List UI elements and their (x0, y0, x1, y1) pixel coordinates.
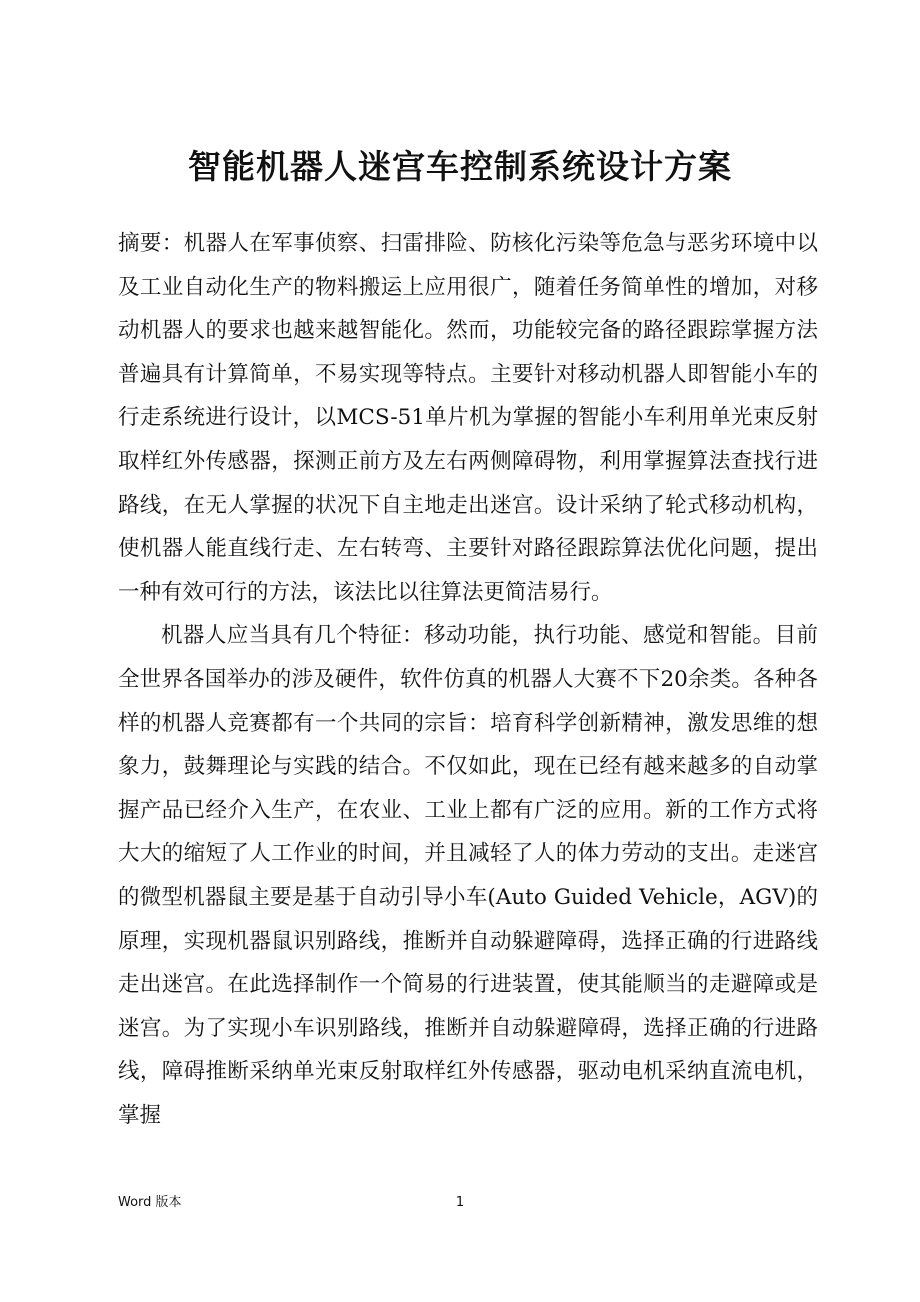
body-paragraph: 机器人应当具有几个特征：移动功能，执行功能、感觉和智能。目前全世界各国举办的涉及硬件，软件仿真的机器人大赛不下20余类。各种各样的机器人竞赛都有一个共同的宗旨：培育科学创新精神，激发思维的想象力，鼓舞理论与实践的结合。不仅如此，现在已经有越来越多的自动掌握产品已经介入生产，在农业、工业上都有广泛的应用。新的工作方式将大大的缩短了人工作业的时间，并且减轻了人的体力劳动的支出。走迷宫的微型机器鼠主要是基于自动引导小车(Auto Guided Vehicle，AGV)的原理，实现机器鼠识别路线，推断并自动躲避障碍，选择正确的行进路线走出迷宫。在此选择制作一个简易的行进装置，使其能顺当的走避障或是迷宫。为了实现小车识别路线，推断并自动躲避障碍，选择正确的行进路线，障碍推断采纳单光束反射取样红外传感器，驱动电机采纳直流电机，掌握 (118, 623, 818, 1128)
page-number: 1 (455, 1195, 465, 1210)
document-title: 智能机器人迷宫车控制系统设计方案 (188, 147, 732, 186)
document-body (118, 222, 818, 1137)
footer-label: Word 版本 (118, 1195, 182, 1210)
abstract-paragraph: 摘要：机器人在军事侦察、扫雷排险、防核化污染等危急与恶劣环境中以及工业自动化生产的物料搬运上应用很广，随着任务简单性的增加，对移动机器人的要求也越来越智能化。然而，功能较完备的路径跟踪掌握方法普遍具有计算简单，不易实现等特点。主要针对移动机器人即智能小车的行走系统进行设计，以MCS-51单片机为掌握的智能小车利用单光束反射取样红外传感器，探测正前方及左右两侧障碍物，利用掌握算法查找行进路线，在无人掌握的状况下自主地走出迷宫。设计采纳了轮式移动机构，使机器人能直线行走、左右转弯、主要针对路径跟踪算法优化问题，提出一种有效可行的方法，该法比以往算法更简洁易行。 (118, 231, 818, 605)
